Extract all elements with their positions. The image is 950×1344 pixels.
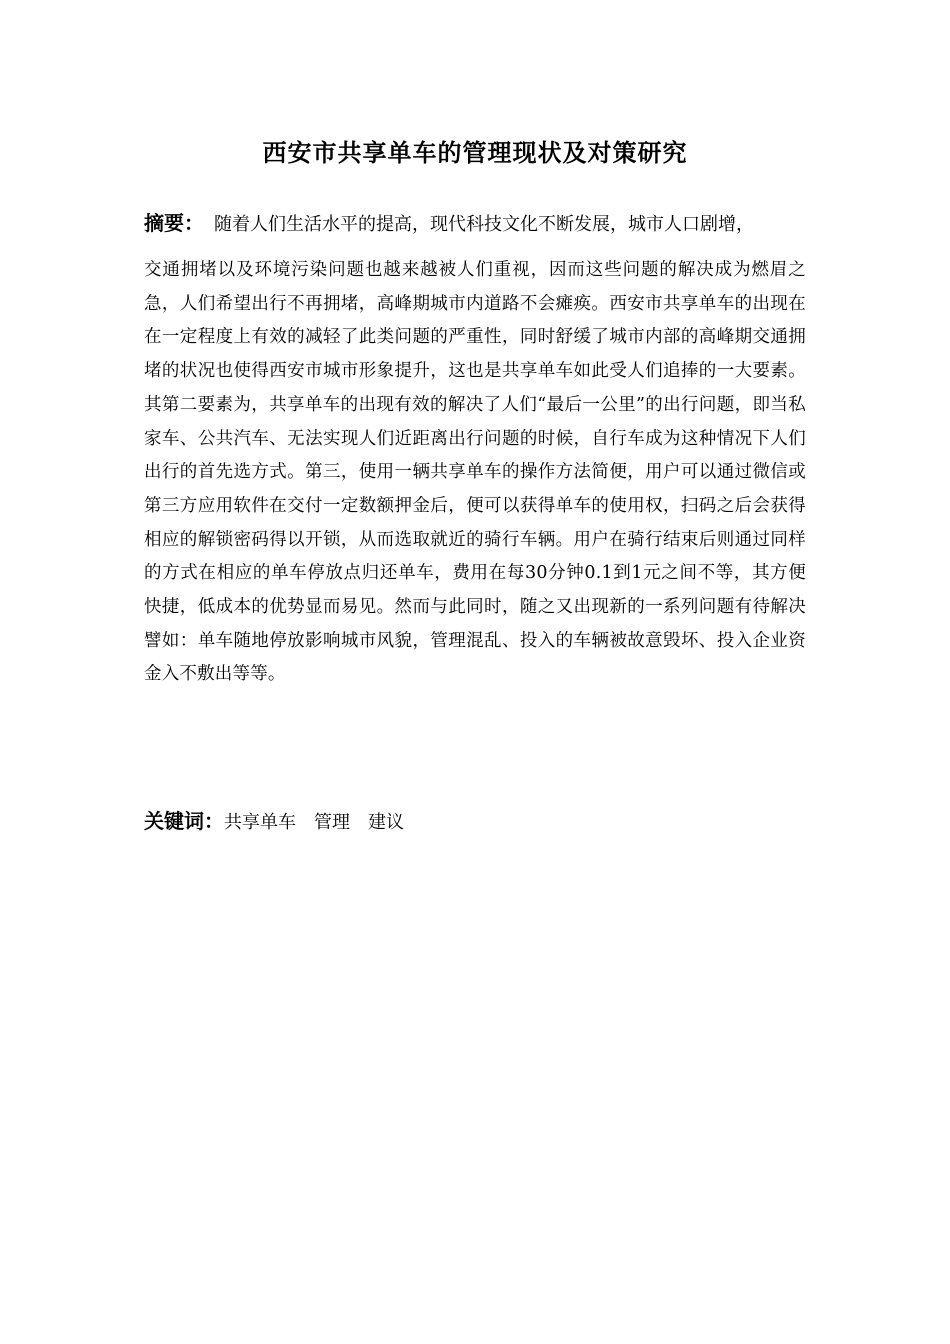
keyword-item: 共享单车 [224, 812, 296, 833]
keyword-item: 管理 [314, 812, 350, 833]
abstract-first-line [144, 206, 806, 242]
keywords-label: 关键词： [144, 809, 224, 833]
abstract-label: 摘要： [144, 211, 204, 235]
keywords-section [144, 805, 422, 839]
abstract-section [144, 206, 806, 692]
abstract-body: 交通拥堵以及环境污染问题也越来越被人们重视，因而这些问题的解决成为燃眉之急，人们希望出行不再拥堵，高峰期城市内道路不会瘫痪。西安市共享单车的出现在在一定程度上有效的减轻了此类问题的严重性，同时舒缓了城市内部的高峰期交通拥堵的状况也使得西安市城市形象提升，这也是共享单车如此受人们追捧的一大要素。其第二要素为，共享单车的出现有效的解决了人们“最后一公里”的出行问题，即当私家车、公共汽车、无法实现人们近距离出行问题的时候，自行车成为这种情况下人们出行的首先选方式。第三，使用一辆共享单车的操作方法简便，用户可以通过微信或第三方应用软件在交付一定数额押金后，便可以获得单车的使用权，扫码之后会获得相应的解锁密码得以开锁，从而选取就近的骑行车辆。用户在骑行结束后则通过同样的方式在相应的单车停放点归还单车，费用在每30分钟0.1到1元之间不等，其方便快捷，低成本的优势显而易见。然而与此同时，随之又出现新的一系列问题有待解决譬如：单车随地停放影响城市风貌，管理混乱、投入的车辆被故意毁坏、投入企业资金入不敷出等等。 [144, 260, 806, 685]
document-title: 西安市共享单车的管理现状及对策研究 [262, 139, 688, 167]
keyword-item: 建议 [368, 812, 404, 833]
abstract-first-line-text: 随着人们生活水平的提高，现代科技文化不断发展，城市人口剧增， [214, 214, 754, 235]
